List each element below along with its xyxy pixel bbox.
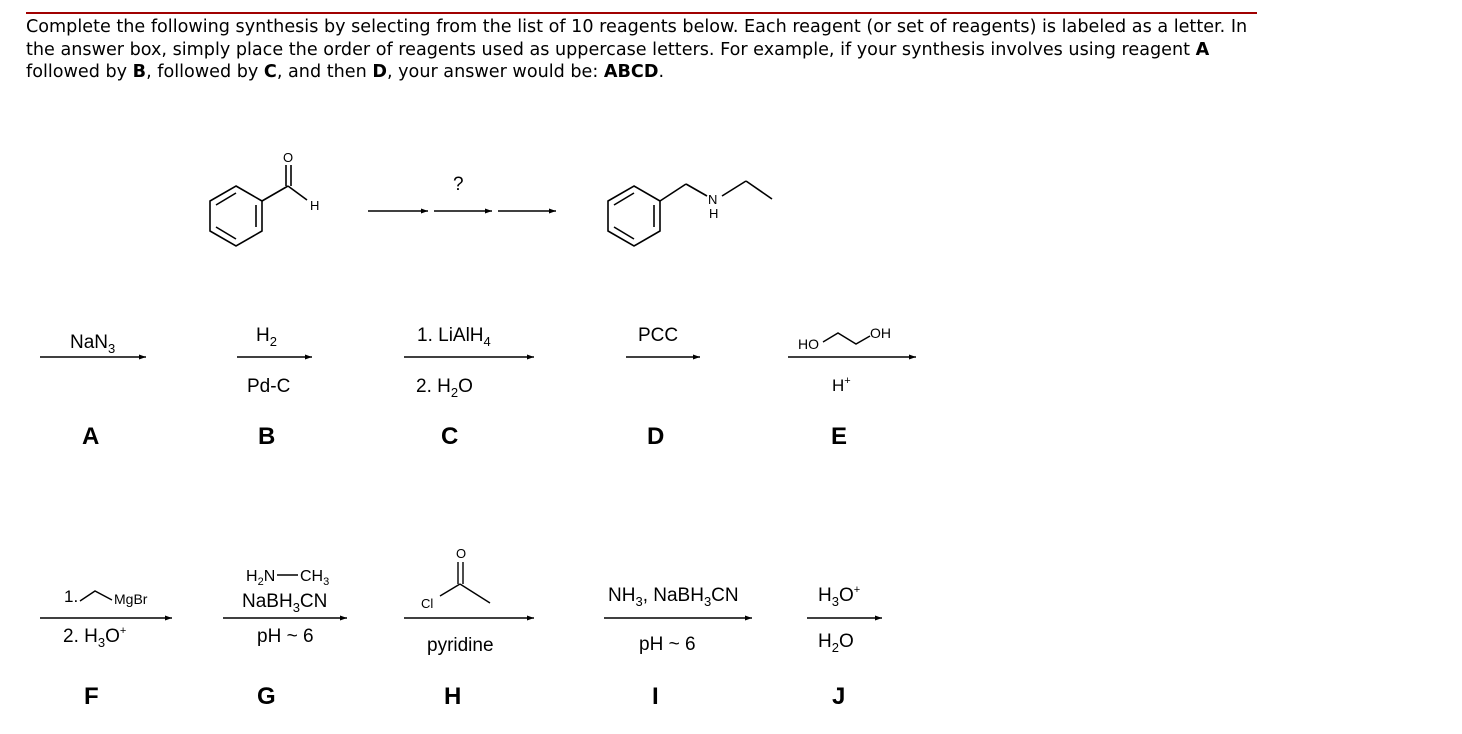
start-oxygen-label: O [283,150,294,165]
question-part-5: , your answer would be: [386,62,604,83]
ethylene-glycol-chain [823,333,870,344]
question-part-4: , and then [276,62,373,83]
reagent-g-methyl: $CH_3$ [300,568,330,588]
product-structure [608,181,772,246]
reagent-d-above: PCC [638,325,679,346]
question-bold-d: D [372,62,387,83]
reagent-e-letter: E [831,423,848,450]
reagent-h-below: pyridine [427,635,494,656]
reagent-c-above: 1. LiAlH$_4$ [417,325,491,349]
reagent-d-letter: D [647,423,665,450]
reagent-g-below: pH ~ 6 [257,626,314,647]
reagent-g-reductant: NaBH$_3$CN [242,591,328,615]
reagent-i-below: pH ~ 6 [639,634,696,655]
product-hydrogen-label: H [709,206,719,221]
question-bold-c: C [263,62,277,83]
reagent-e-oh: OH [870,325,891,341]
reagent-option-g [223,568,347,710]
question-bold-answer: ABCD [603,62,659,83]
reagent-a-letter: A [82,423,100,450]
reagent-j-above: $H_3O^+$ [818,584,861,609]
reagent-f-mgbr: MgBr [114,591,148,607]
reagent-e-below: H+ [832,375,851,395]
reagent-b-above: $H_2$ [256,325,277,349]
reagent-option-a [40,332,146,450]
reagent-f-prefix: 1. [64,587,79,606]
reagent-i-letter: I [652,683,659,710]
question-bold-b: B [132,62,147,83]
reagent-option-i [604,585,752,710]
reagent-f-letter: F [84,683,99,710]
reagent-option-f [40,587,172,710]
reagent-e-ho: HO [798,336,819,352]
reagent-option-j [807,584,882,710]
reagent-option-d [626,325,700,450]
reagent-g-amine: $H_2N$ [246,568,276,588]
reagent-option-c [404,325,534,450]
reagent-h-chlorine: Cl [421,596,434,611]
question-part-1: Complete the following synthesis by selecting from the list of 10 reagents below. Each reagent (or set of reagents) is labeled as a letter. In the answer box, simply place the order of reagents used as uppercase letters. For example, if your synthesis involves using reagent [26,17,1248,60]
reagent-option-h [404,546,534,710]
reagent-h-letter: H [444,683,462,710]
start-hydrogen-label: H [310,198,320,213]
reagent-g-letter: G [257,683,276,710]
ethyl-group [80,591,112,601]
question-part-2: followed by [26,62,133,83]
question-part-3: , followed by [146,62,264,83]
reagent-option-b [237,325,312,450]
reagent-j-letter: J [832,683,846,710]
product-nitrogen-label: N [708,192,718,207]
reagent-c-letter: C [441,423,459,450]
reagent-c-below: 2. $H_2O$ [416,376,473,400]
reagent-a-above: NaN$_3$ [70,332,116,356]
reagent-h-oxygen: O [456,546,467,561]
reagent-b-below: Pd-C [247,376,291,397]
reagent-option-e [788,325,916,450]
question-bold-a: A [1195,39,1210,60]
acetyl-chloride-structure [440,562,490,603]
starting-material-structure [210,165,307,246]
reagent-f-below: 2. $H_3O^+$ [63,625,127,650]
unknown-reagents-mark: ? [453,174,464,195]
reagent-i-above: $NH_3$, NaBH$_3$CN [608,585,739,609]
reagent-b-letter: B [258,423,276,450]
question-part-6: . [658,62,665,83]
reagent-j-below: $H_2O$ [818,631,854,655]
